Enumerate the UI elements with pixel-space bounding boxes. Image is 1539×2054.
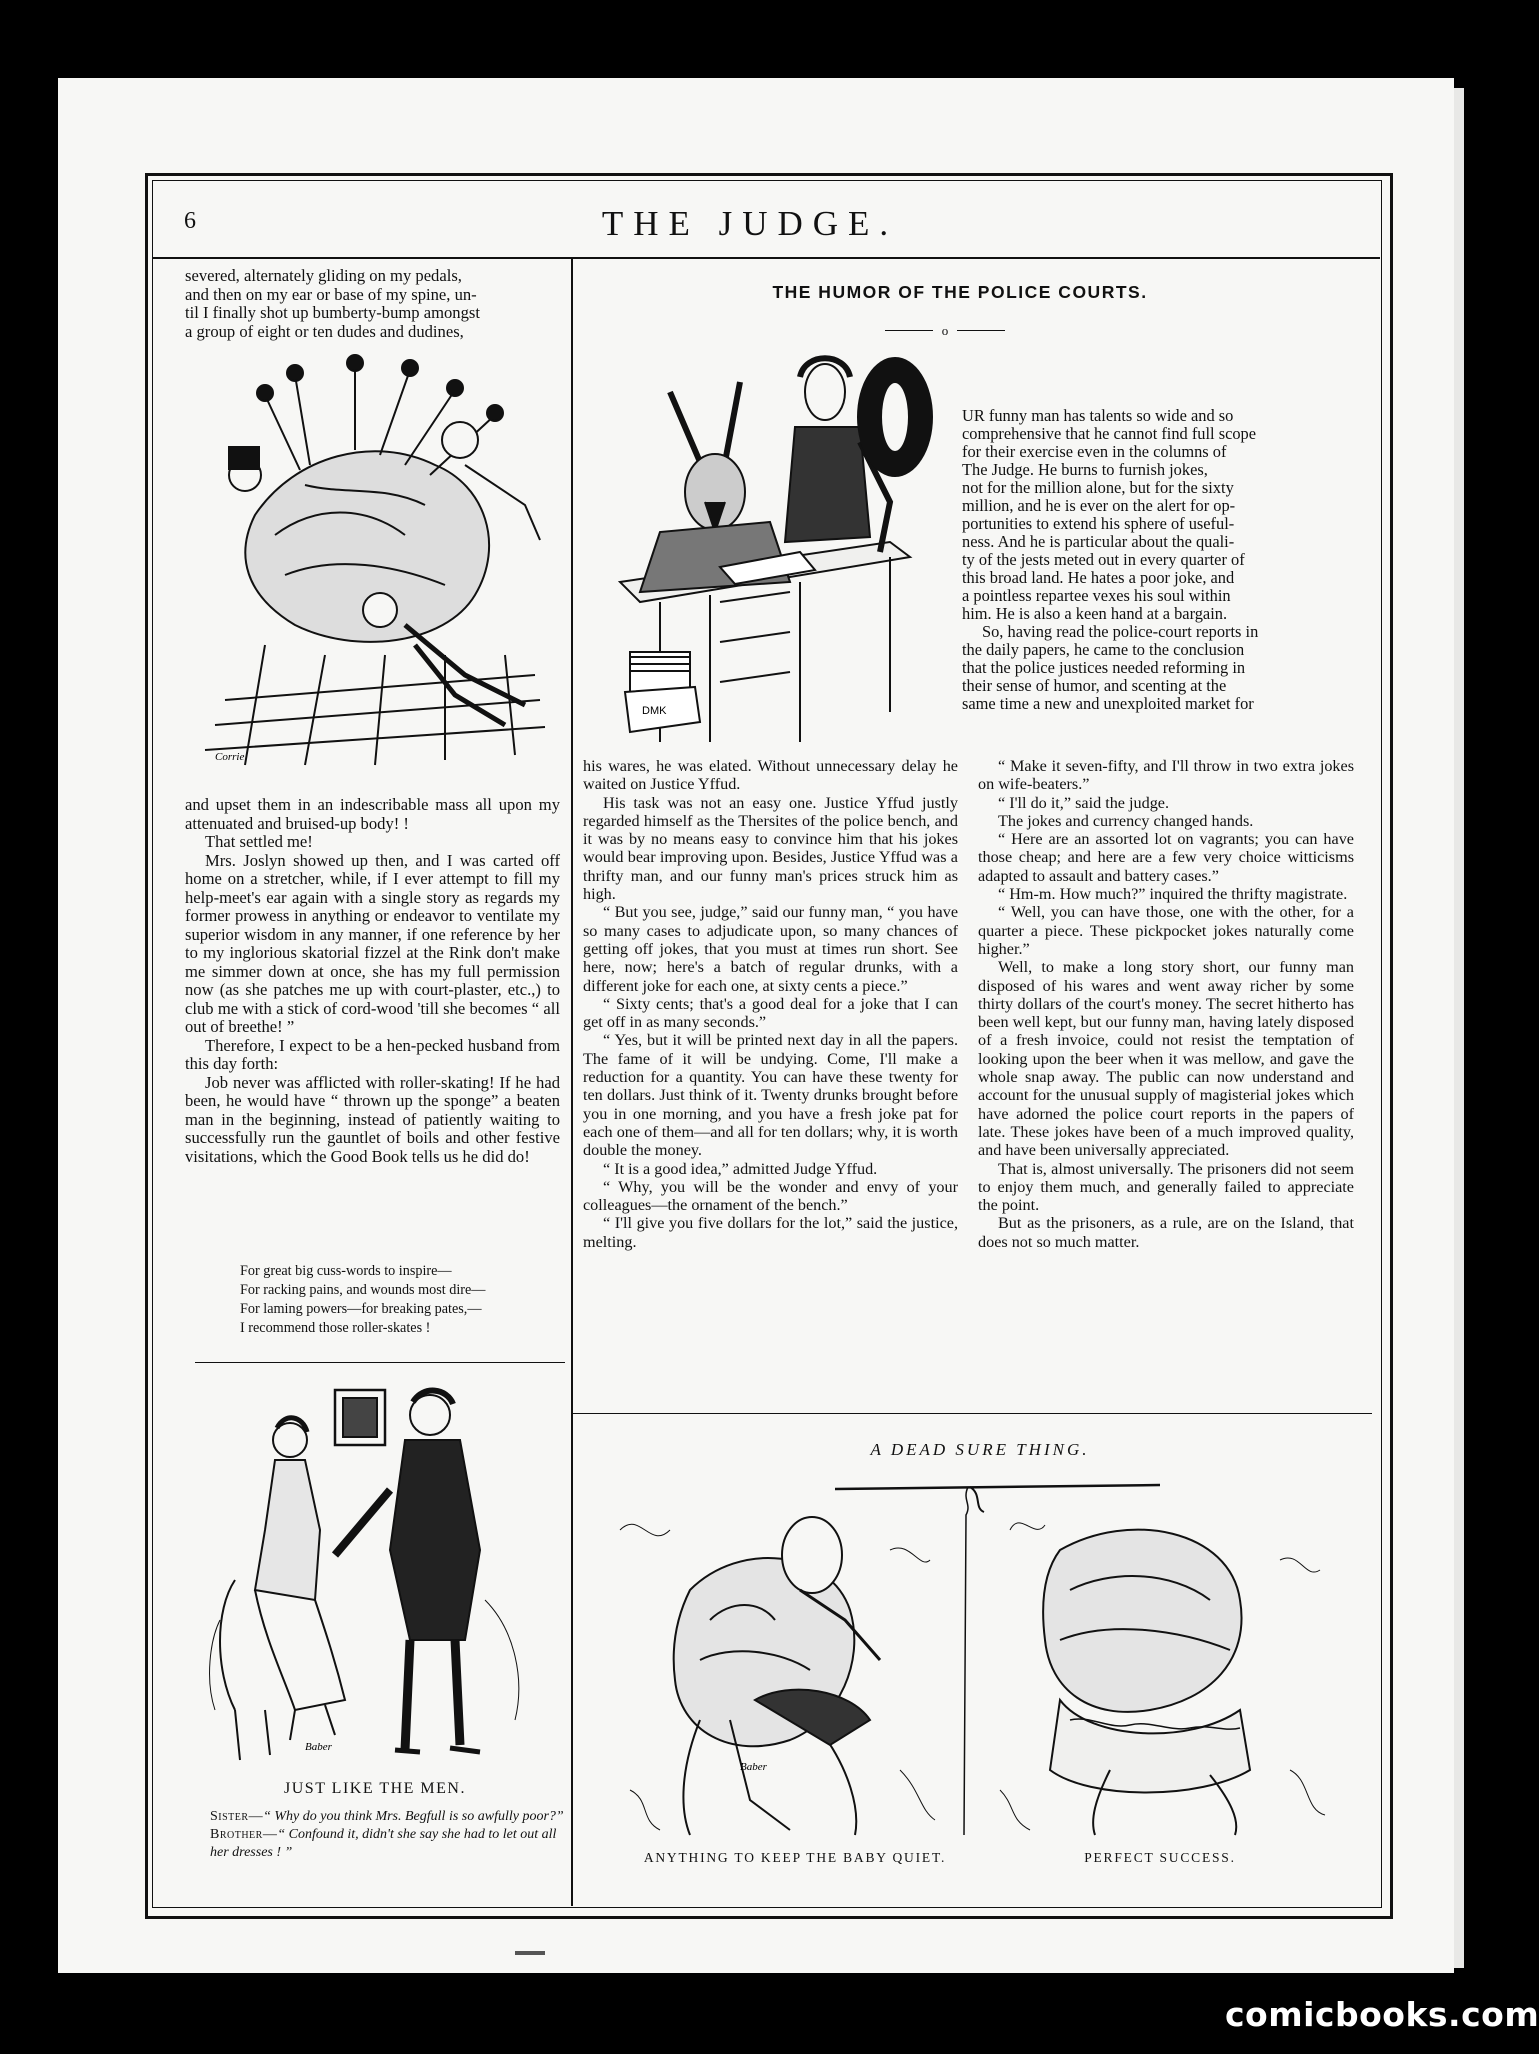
stack-label: DMK xyxy=(642,705,667,717)
text-line: that the police justices needed reforming in xyxy=(962,658,1246,677)
article-intro xyxy=(962,407,1338,713)
paragraph: Well, to make a long story short, our funny man disposed of his wares and went away richer by some thirty dollars of the court's money. The secret hitherto has been well kept, but our funny man, having lately disposed of a fresh invoice, could not resist the temptation of looking upon the beer when it was mellow, and gave the whole snap away. The public can now understand and account for the unusual supply of magisterial jokes which have adorned the police court reports in the papers of late. These jokes have been of a much improved quality, and have been universally appreciated. xyxy=(978,958,1354,1160)
text-line: til I finally shot up bumberty-bump amongst xyxy=(185,303,480,322)
dead-sure-thing-illustration xyxy=(590,1470,1360,1840)
verse xyxy=(240,1262,570,1338)
paragraph: his wares, he was elated. Without unnecessary delay he waited on Justice Yffud. xyxy=(583,757,958,794)
text-line: this broad land. He hates a poor joke, and xyxy=(962,568,1235,587)
text-line: the daily papers, he came to the conclusion xyxy=(962,640,1245,659)
panel-caption-left: ANYTHING TO KEEP THE BABY QUIET. xyxy=(643,1850,947,1865)
roller-skaters-illustration xyxy=(205,355,550,770)
paragraph: But as the prisoners, as a rule, are on the Island, that does not so much matter. xyxy=(978,1214,1354,1251)
column-rule-left xyxy=(571,258,573,1906)
text-line: UR funny man has talents so wide and so xyxy=(962,406,1234,425)
illustration-signature: Baber xyxy=(305,1741,332,1753)
paragraph: The jokes and currency changed hands. xyxy=(998,811,1254,830)
paragraph: “ It is a good idea,” admitted Judge Yffud. xyxy=(603,1159,878,1178)
speaker-label: Brother— xyxy=(210,1827,278,1842)
article-right-column xyxy=(978,757,1354,1251)
paragraph: “ Make it seven-fifty, and I'll throw in two extra jokes on wife-beaters.” xyxy=(978,757,1354,794)
page-number: 6 xyxy=(184,208,196,234)
paragraph: “ Hm-m. How much?” inquired the thrifty magistrate. xyxy=(998,885,1348,904)
text-line: ness. And he is particular about the quali- xyxy=(962,532,1235,551)
text-line: portunities to extend his sphere of useful- xyxy=(962,514,1235,533)
text-line: severed, alternately gliding on my pedals, xyxy=(185,266,462,285)
sister-brother-illustration xyxy=(195,1380,565,1770)
paragraph: “ Yes, but it will be printed next day in all the papers. The fame of it will be undying. Come, I'll make a reduction for a quantity. You can have these twenty for ten dollars. Just think of it. Twenty drunks brought before you in one morning, and you have a fresh joke pat for each one of them—and all for ten dollars; why, it is worth double the money. xyxy=(583,1031,958,1160)
paragraph: Mrs. Joslyn showed up then, and I was carted off home on a stretcher, while, if I ever attempt to fill my help-meet's ear again with a single story as regards my former prowess in anything or endeavor to ventilate my superior wisdom in any manner, if one reference by her to my inglorious skatorial fizzel at the Rink don't make me simmer down at once, she has my full permission now (as she patches me up with court-plaster, etc.,) to club me with a stick of cord-wood 'till she becomes “ all out of breethe! ” xyxy=(185,850,560,1036)
text-line: a pointless repartee vexes his soul within xyxy=(962,586,1231,605)
paragraph: “ But you see, judge,” said our funny man, “ you have so many cases to adjudicate upon, so many chances of getting off jokes, that you must at times run short. See here, now; here's a batch of regular drunks, with a different joke for each one, at sixty cents a piece.” xyxy=(583,903,958,995)
verse-line: For racking pains, and wounds most dire— xyxy=(240,1282,486,1298)
paragraph: “ Well, you can have those, one with the other, for a quarter a piece. These pickpocket jokes naturally come higher.” xyxy=(978,903,1354,958)
article-end-rule xyxy=(572,1413,1372,1414)
paragraph: “ Sixty cents; that's a good deal for a joke that I can get off in as many seconds.” xyxy=(583,994,958,1032)
article-middle-column xyxy=(583,757,958,1251)
text-line: him. He is also a keen hand at a bargain. xyxy=(962,604,1228,623)
speech-text: “ Confound it, didn't she say she had to let out all her dresses ! ” xyxy=(210,1827,557,1860)
text-line: for their exercise even in the columns of xyxy=(962,442,1227,461)
masthead-title: THE JUDGE. xyxy=(601,204,899,243)
brother-line xyxy=(210,1826,570,1862)
illustration-signature: Baber xyxy=(740,1761,767,1773)
site-watermark: comicbooks.com xyxy=(1225,1995,1539,2034)
left-body xyxy=(185,796,560,1166)
paragraph: and upset them in an indescribable mass all upon my attenuated and bruised-up body! ! xyxy=(185,795,560,833)
left-intro xyxy=(185,267,560,341)
print-smudge xyxy=(515,1951,545,1955)
paragraph: “ I'll give you five dollars for the lot,” said the justice, melting. xyxy=(583,1214,958,1251)
paragraph: Job never was afflicted with roller-skating! If he had been, he would have “ thrown up the sponge” a beaten man in the beginning, instead of patiently waiting to successfully run the gauntlet of boils and other festive visitations, which the Good Book tells us he did do! xyxy=(185,1072,560,1166)
speech-text: “ Why do you think Mrs. Begfull is so awfully poor?” xyxy=(263,1809,564,1824)
text-line: and then on my ear or base of my spine, un- xyxy=(185,284,477,304)
verse-line: For laming powers—for breaking pates,— xyxy=(240,1301,482,1317)
text-line: ty of the jests meted out in every quarter of xyxy=(962,550,1245,569)
verse-line: I recommend those roller-skates ! xyxy=(240,1320,431,1336)
headline-separator: o xyxy=(885,324,1005,337)
paragraph: That settled me! xyxy=(205,832,313,851)
text-line: a group of eight or ten dudes and dudines, xyxy=(185,321,464,341)
text-line: not for the million alone, but for the sixty xyxy=(962,478,1234,497)
text-line: So, having read the police-court reports in xyxy=(982,622,1259,641)
article-headline: THE HUMOR OF THE POLICE COURTS. xyxy=(772,282,1148,302)
text-line: The Judge. He burns to furnish jokes, xyxy=(962,460,1208,479)
cartoon-title: A DEAD SURE THING. xyxy=(870,1440,1090,1459)
next-page-edge xyxy=(1454,88,1464,1968)
drop-cap xyxy=(852,353,938,481)
paragraph: “ Why, you will be the wonder and envy of your colleagues—the ornament of the bench.” xyxy=(583,1177,958,1215)
paragraph: “ I'll do it,” said the judge. xyxy=(998,793,1170,812)
text-line: same time a new and unexploited market for xyxy=(962,694,1254,713)
cartoon-dialog xyxy=(210,1808,570,1862)
cartoon-title: JUST LIKE THE MEN. xyxy=(284,1780,466,1797)
left-column-end-rule xyxy=(195,1362,565,1363)
text-line: million, and he is ever on the alert for op- xyxy=(962,496,1236,515)
text-line: their sense of humor, and scenting at the xyxy=(962,676,1227,695)
header-rule xyxy=(152,257,1380,259)
speaker-label: Sister— xyxy=(210,1809,264,1824)
paragraph: That is, almost universally. The prisoners did not seem to enjoy them much, and generally failed to appreciate the point. xyxy=(978,1159,1354,1215)
paragraph: Therefore, I expect to be a hen-pecked husband from this day forth: xyxy=(185,1035,560,1073)
paragraph: His task was not an easy one. Justice Yffud justly regarded himself as the Thersites of the police bench, and it was by no means easy to convince him that his jokes would bear improving upon. Besides, Justice Yffud was a thrifty man, and our funny man's prices struck him as high. xyxy=(583,793,958,904)
paragraph: “ Here are an assorted lot on vagrants; you can have those cheap; and here are a few very choice witticisms adapted to assault and battery cases.” xyxy=(978,830,1354,885)
text-line: comprehensive that he cannot find full scope xyxy=(962,424,1257,443)
verse-line: For great big cuss-words to inspire— xyxy=(240,1263,452,1279)
illustration-signature: Corrie xyxy=(215,751,245,763)
sister-line xyxy=(210,1808,570,1826)
panel-caption-right: PERFECT SUCCESS. xyxy=(1084,1850,1236,1865)
